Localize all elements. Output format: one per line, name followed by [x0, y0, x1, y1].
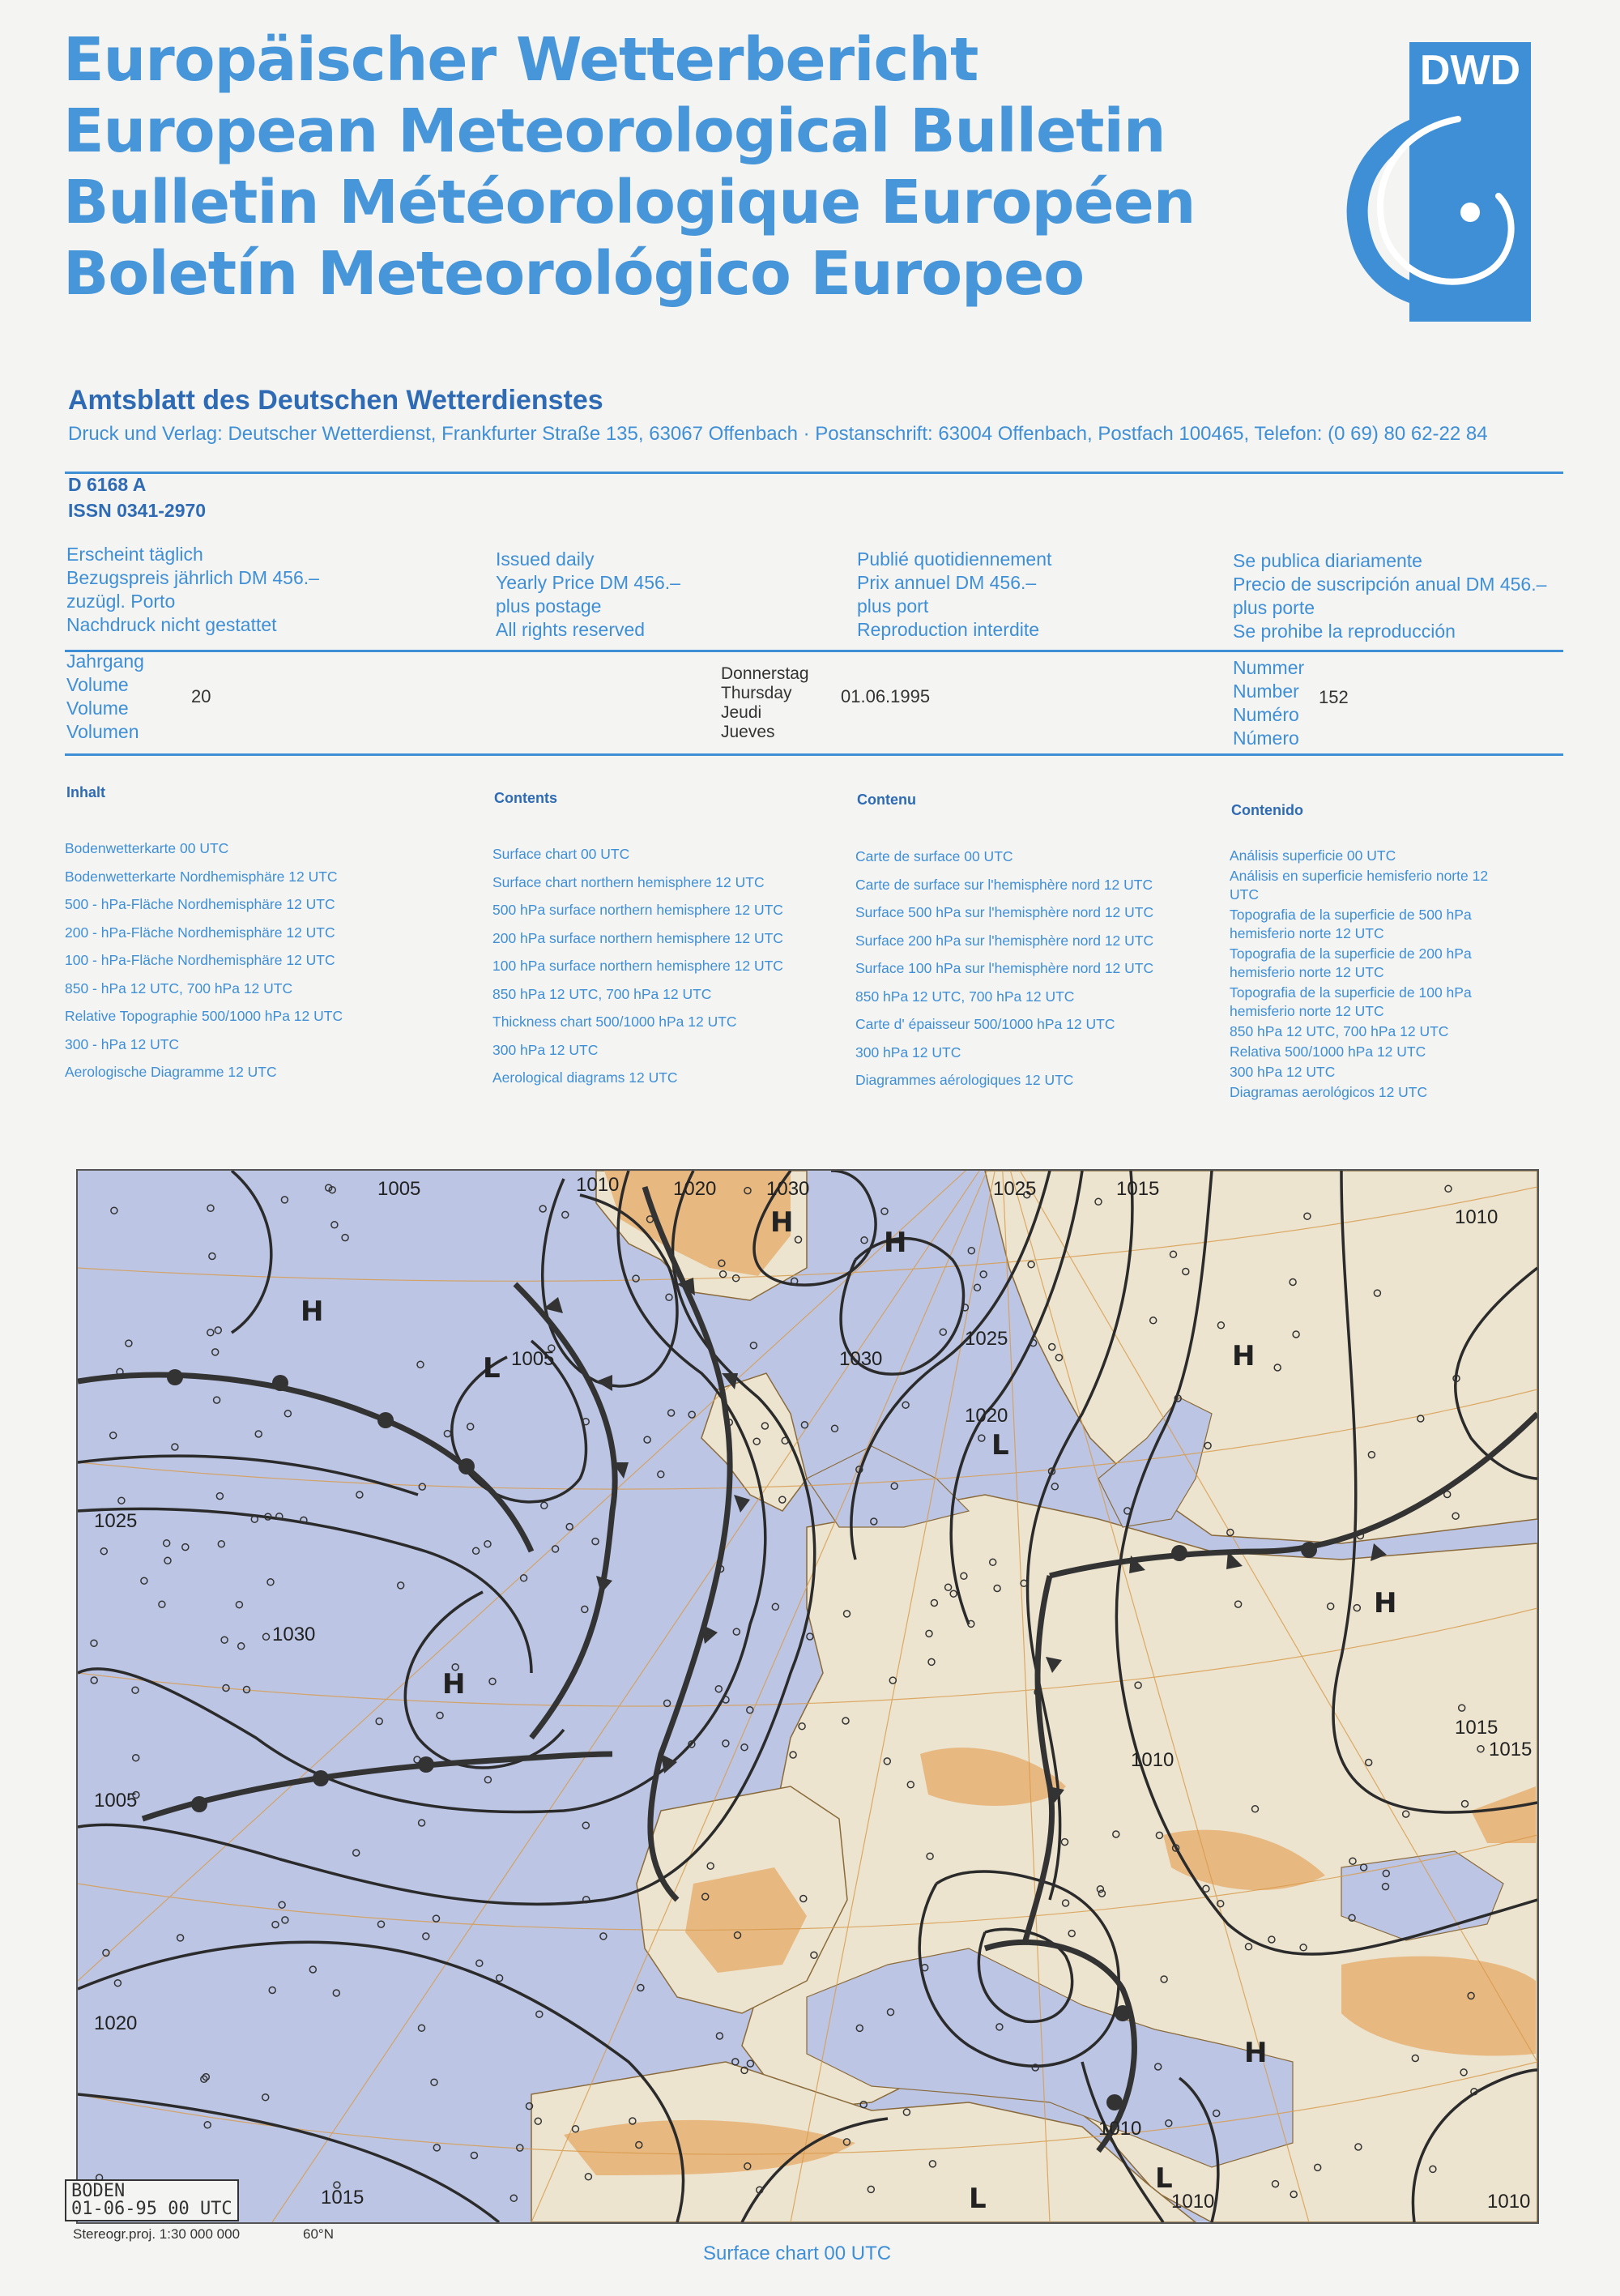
map-stamp [65, 2179, 239, 2221]
title-english: European Meteorological Bulletin [63, 96, 1166, 166]
map-projection: Stereogr.proj. 1:30 000 000 [73, 2226, 241, 2242]
issn: ISSN 0341-2970 [68, 500, 207, 521]
logo-center [1460, 203, 1480, 222]
pressure-center-low: L [1155, 2162, 1173, 2195]
isobar-label: 1010 [1098, 2118, 1142, 2140]
contents-item: Surface chart 00 UTC [492, 846, 630, 862]
day-labels [721, 664, 809, 742]
stamp-line: 01-06-95 00 UTC [71, 2199, 232, 2219]
isobar-label: 1010 [1487, 2191, 1531, 2213]
contents-item: Surface 100 hPa sur l'hemisphère nord 12 UTC [855, 960, 1154, 976]
pressure-center-low: L [969, 2183, 987, 2215]
contents-heading-english: Contents [494, 790, 557, 806]
surface-weather-map [76, 1169, 1539, 2224]
publisher-line: Druck und Verlag: Deutscher Wetterdienst, Frankfurter Straße 135, 63067 Offenbach · Postanschrift: 63004 Offenbach, Postfach 100465, Telefon: (0 69) 80 62-22 84 [68, 423, 1488, 445]
pressure-center-high: H [442, 1668, 466, 1701]
day-label: Jeudi [721, 703, 762, 722]
contents-list-english [492, 840, 783, 1092]
pubinfo-line: Prix annuel DM 456.– [857, 572, 1037, 593]
front-semicircle [1171, 1545, 1187, 1561]
contents-list-french [855, 843, 1153, 1095]
contents-item: Relative Topographie 500/1000 hPa 12 UTC [65, 1008, 343, 1024]
front-semicircle [167, 1369, 183, 1385]
divider [65, 650, 1563, 652]
isobar-label: 1025 [993, 1178, 1037, 1200]
contents-item: Surface 200 hPa sur l'hemisphère nord 12 UTC [855, 932, 1154, 949]
isobar-label: 1005 [377, 1178, 421, 1200]
front-semicircle [1106, 2094, 1123, 2110]
contents-list-spanish [1230, 847, 1497, 1103]
pubinfo-german [66, 543, 319, 637]
contents-item: 850 hPa 12 UTC, 700 hPa 12 UTC [855, 988, 1075, 1005]
publication-code: D 6168 A [68, 474, 147, 495]
pubinfo-line: plus porte [1233, 597, 1315, 618]
contents-item: Topografia de la superficie de 500 hPa hemisferio norte 12 UTC [1230, 907, 1472, 941]
contents-item: Relativa 500/1000 hPa 12 UTC [1230, 1043, 1426, 1060]
volume-label: Volume [66, 674, 129, 695]
contents-item: 100 hPa surface northern hemisphere 12 UTC [492, 958, 783, 974]
pubinfo-line: Reproduction interdite [857, 619, 1040, 640]
number-label: Numéro [1233, 704, 1299, 725]
number-label: Number [1233, 681, 1299, 702]
day-label: Donnerstag [721, 664, 809, 683]
title-french: Bulletin Météorologique Européen [63, 168, 1196, 237]
day-label: Thursday [721, 684, 792, 702]
pubinfo-line: plus postage [496, 595, 602, 617]
contents-item: 200 - hPa-Fläche Nordhemisphäre 12 UTC [65, 924, 335, 941]
contents-item: Bodenwetterkarte 00 UTC [65, 840, 229, 856]
pubinfo-line: Se prohibe la reproducción [1233, 621, 1456, 642]
pressure-center-low: L [991, 1429, 1009, 1462]
isobar-label: 1020 [673, 1178, 717, 1200]
isobar-label: 1005 [511, 1348, 555, 1370]
pubinfo-line: Se publica diariamente [1233, 550, 1422, 571]
volume-labels [66, 650, 144, 744]
contents-item: Carte de surface sur l'hemisphère nord 12 UTC [855, 876, 1153, 893]
pubinfo-line: plus port [857, 595, 929, 617]
map-caption: Surface chart 00 UTC [703, 2243, 892, 2264]
isobar-label: 1015 [321, 2187, 364, 2209]
isobar-label: 1020 [94, 2012, 138, 2034]
isobar-label: 1010 [1171, 2191, 1215, 2213]
isobar-label: 1025 [965, 1328, 1008, 1350]
title-german: Europäischer Wetterbericht [63, 25, 978, 95]
number-label: Nummer [1233, 657, 1305, 678]
pubinfo-line: Issued daily [496, 548, 595, 570]
contents-item: Thickness chart 500/1000 hPa 12 UTC [492, 1014, 737, 1030]
issue-date: 01.06.1995 [841, 686, 931, 706]
contents-item: 200 hPa surface northern hemisphere 12 UTC [492, 929, 783, 946]
isobar-label: 1010 [576, 1174, 620, 1196]
isobar-label: 1020 [965, 1405, 1008, 1427]
pubinfo-french [857, 548, 1051, 642]
contents-item: Carte de surface 00 UTC [855, 848, 1013, 864]
isobar-label: 1025 [94, 1510, 138, 1532]
pubinfo-line: zuzügl. Porto [66, 591, 176, 612]
stamp-line: BODEN [71, 2181, 126, 2201]
pressure-center-high: H [770, 1206, 794, 1239]
volume-value: 20 [191, 686, 211, 706]
contents-item: Topografia de la superficie de 200 hPa hemisferio norte 12 UTC [1230, 945, 1472, 980]
pressure-center-high: H [884, 1227, 907, 1259]
logo-text: DWD [1419, 47, 1521, 94]
divider [65, 472, 1563, 474]
contents-item: Diagrammes aérologiques 12 UTC [855, 1072, 1074, 1088]
pubinfo-line: Publié quotidiennement [857, 548, 1052, 570]
contents-item: Bodenwetterkarte Nordhemisphäre 12 UTC [65, 868, 338, 885]
contents-item: 850 - hPa 12 UTC, 700 hPa 12 UTC [65, 979, 293, 996]
pressure-center-high: H [1232, 1340, 1256, 1372]
contents-item: 850 hPa 12 UTC, 700 hPa 12 UTC [492, 985, 712, 1002]
front-semicircle [1115, 2005, 1131, 2021]
number-label: Número [1233, 728, 1299, 749]
isobar-label: 1010 [1455, 1206, 1498, 1228]
issue-number: 152 [1319, 687, 1349, 707]
bulletin-titles [63, 24, 1196, 309]
contents-item: Surface chart northern hemisphere 12 UTC [492, 873, 765, 890]
pubinfo-line: Erscheint täglich [66, 544, 203, 565]
contents-item: 500 hPa surface northern hemisphere 12 UTC [492, 902, 783, 918]
contents-item: 300 hPa 12 UTC [1230, 1064, 1336, 1080]
number-labels [1233, 656, 1304, 750]
contents-item: 850 hPa 12 UTC, 700 hPa 12 UTC [1230, 1023, 1449, 1039]
front-semicircle [272, 1375, 288, 1391]
pubinfo-line: Yearly Price DM 456.– [496, 572, 680, 593]
contents-list-german [65, 834, 343, 1086]
contents-item: 500 - hPa-Fläche Nordhemisphäre 12 UTC [65, 896, 335, 912]
front-semicircle [1301, 1542, 1317, 1558]
contents-item: Topografia de la superficie de 100 hPa hemisferio norte 12 UTC [1230, 984, 1472, 1019]
volume-label: Volume [66, 698, 129, 719]
front-semicircle [191, 1796, 207, 1812]
pubinfo-line: Precio de suscripción anual DM 456.– [1233, 574, 1547, 595]
contents-item: 300 hPa 12 UTC [855, 1043, 961, 1061]
pubinfo-line: Nachdruck nicht gestattet [66, 614, 277, 635]
publication-ids [68, 472, 206, 523]
contents-item: 300 hPa 12 UTC [492, 1041, 599, 1058]
title-spanish: Boletín Meteorológico Europeo [63, 239, 1085, 309]
divider [65, 753, 1563, 756]
isobar-label: 1030 [766, 1178, 810, 1200]
contents-item: Análisis en superficie hemisferio norte 12 UTC [1230, 868, 1489, 903]
pubinfo-spanish [1233, 549, 1546, 643]
dwd-logo [1336, 42, 1539, 330]
contents-heading-french: Contenu [857, 792, 916, 808]
pressure-center-high: H [1244, 2037, 1268, 2069]
isobar-label: 1015 [1455, 1717, 1498, 1739]
contents-item: Diagramas aerológicos 12 UTC [1230, 1084, 1428, 1100]
isobar-label: 1030 [272, 1624, 316, 1645]
pubinfo-english [496, 548, 680, 642]
official-gazette-heading: Amtsblatt des Deutschen Wetterdienstes [68, 385, 603, 416]
pressure-center-high: H [1374, 1587, 1397, 1620]
contents-item: Análisis superficie 00 UTC [1230, 847, 1396, 864]
contents-item: 300 - hPa 12 UTC [65, 1035, 180, 1052]
front-semicircle [313, 1770, 329, 1786]
contents-item: Aerologische Diagramme 12 UTC [65, 1064, 277, 1080]
front-semicircle [377, 1412, 394, 1428]
contents-item: Carte d' épaisseur 500/1000 hPa 12 UTC [855, 1016, 1115, 1032]
map-latitude-ref: 60°N [303, 2226, 334, 2242]
contents-item: 100 - hPa-Fläche Nordhemisphäre 12 UTC [65, 952, 335, 968]
contents-item: Aerological diagrams 12 UTC [492, 1069, 678, 1086]
isobar-label: 1030 [839, 1348, 883, 1370]
front-semicircle [458, 1458, 475, 1474]
contents-heading-german: Inhalt [66, 784, 105, 800]
isobar-label: 1010 [1131, 1749, 1174, 1771]
isobar-label: 1005 [94, 1790, 138, 1812]
contents-heading-spanish: Contenido [1231, 802, 1303, 818]
pubinfo-line: All rights reserved [496, 619, 646, 640]
contents-item: Surface 500 hPa sur l'hemisphère nord 12 UTC [855, 904, 1154, 920]
volume-label: Jahrgang [66, 651, 144, 672]
pressure-center-high: H [301, 1295, 324, 1328]
volume-label: Volumen [66, 721, 139, 742]
day-label: Jueves [721, 723, 775, 741]
pubinfo-line: Bezugspreis jährlich DM 456.– [66, 567, 319, 588]
isobar-label: 1015 [1116, 1178, 1160, 1200]
pressure-center-low: L [483, 1352, 501, 1385]
isobar-label: 1015 [1489, 1739, 1533, 1760]
